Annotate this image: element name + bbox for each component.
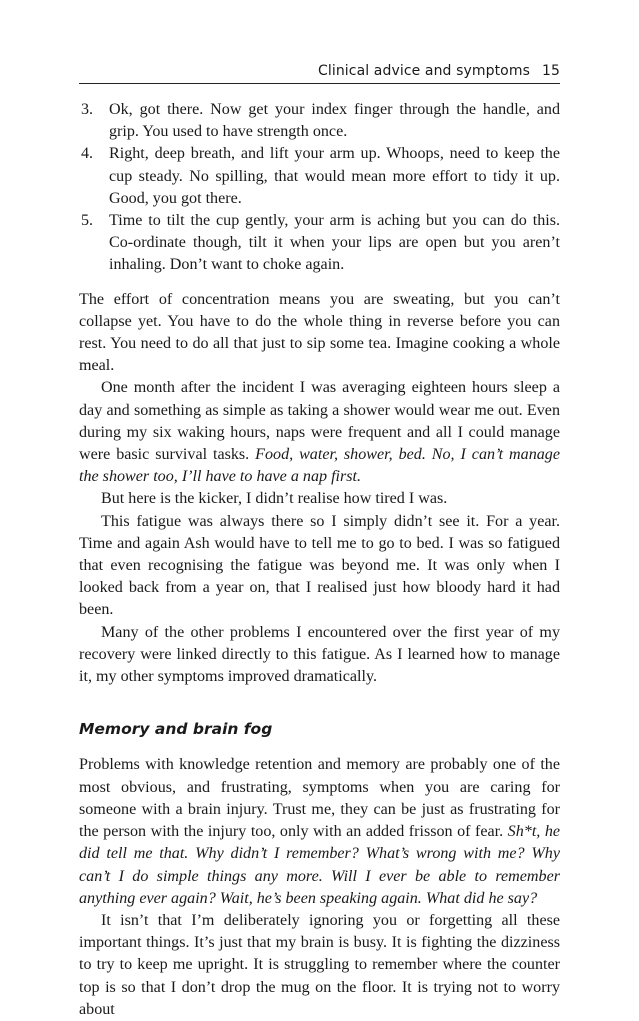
list-item-number: 5.: [81, 212, 94, 230]
numbered-list: [79, 99, 560, 277]
paragraph: But here is the kicker, I didn’t realise how tired I was.: [101, 490, 448, 508]
running-title: Clinical advice and symptoms: [317, 63, 530, 79]
list-item-number: 4.: [81, 145, 94, 163]
running-head: [318, 63, 560, 79]
page-header: [79, 55, 560, 84]
page-number: 15: [541, 63, 560, 79]
paragraph: It isn’t that I’m deliberately ignoring you or forgetting all these important things. It’s just that my brain is busy. It is fighting the dizziness to try to keep me upright. It is struggling to remember where the counter top is so that I don’t drop the mug on the floor. It is trying not to worry about: [79, 911, 560, 1018]
list-item-text: Ok, got there. Now get your index finger through the handle, and grip. You used to have strength once.: [109, 101, 560, 141]
paragraph-italic-text: Food, water, shower, bed. No, I can’t manage the shower too, I’ll have to have a nap first.: [79, 446, 560, 486]
paragraph: [79, 754, 560, 909]
list-item-text: Right, deep breath, and lift your arm up. Whoops, need to keep the cup steady. No spilling, that would mean more effort to tidy it up. Good, you got there.: [109, 145, 560, 207]
list-item: [79, 143, 560, 210]
paragraph: The effort of concentration means you are sweating, but you can’t collapse yet. You have to do the whole thing in reverse before you can rest. You need to do all that just to sip some tea. Imagine cooking a whole meal.: [79, 290, 560, 375]
paragraph: Many of the other problems I encountered over the first year of my recovery were linked directly to this fatigue. As I learned how to manage it, my other symptoms improved dramatically.: [79, 623, 560, 686]
list-item: [79, 99, 560, 143]
list-item: [79, 210, 560, 277]
list-item-number: 3.: [81, 101, 94, 118]
paragraph-text: One month after the incident I was averaging eighteen hours sleep a day and something as simple as taking a shower would wear me out. Even during my six waking hours, naps were frequent and all I could manage were basic survival tasks.: [79, 379, 560, 464]
page-body: [79, 99, 560, 1021]
section-heading: Memory and brain fog: [79, 720, 273, 739]
paragraph: This fatigue was always there so I simply didn’t see it. For a year. Time and again Ash would have to tell me to go to bed. I was so fatigued that even recognising the fatigue was beyond me. It was only when I looked back from a year on, that I realised just how bloody hard it had been.: [79, 512, 560, 619]
list-item-text: Time to tilt the cup gently, your arm is aching but you can do this. Co-ordinate though, tilt it when your lips are open but you aren’t inhaling. Don’t want to choke again.: [109, 212, 560, 274]
paragraph: [79, 377, 560, 488]
paragraph-text: Problems with knowledge retention and memory are probably one of the most obvious, and frustrating, symptoms when you are caring for someone with a brain injury. Trust me, they can be just as frustrating for the person with the injury too, only with an added frisson of fear.: [79, 756, 560, 841]
paragraph-italic-text: Sh*t, he did tell me that. Why didn’t I remember? What’s wrong with me? Why can’t I do simple things any more. Will I ever be able to remember anything ever again? Wait, he’s been speaking again. What did he say?: [79, 823, 561, 907]
